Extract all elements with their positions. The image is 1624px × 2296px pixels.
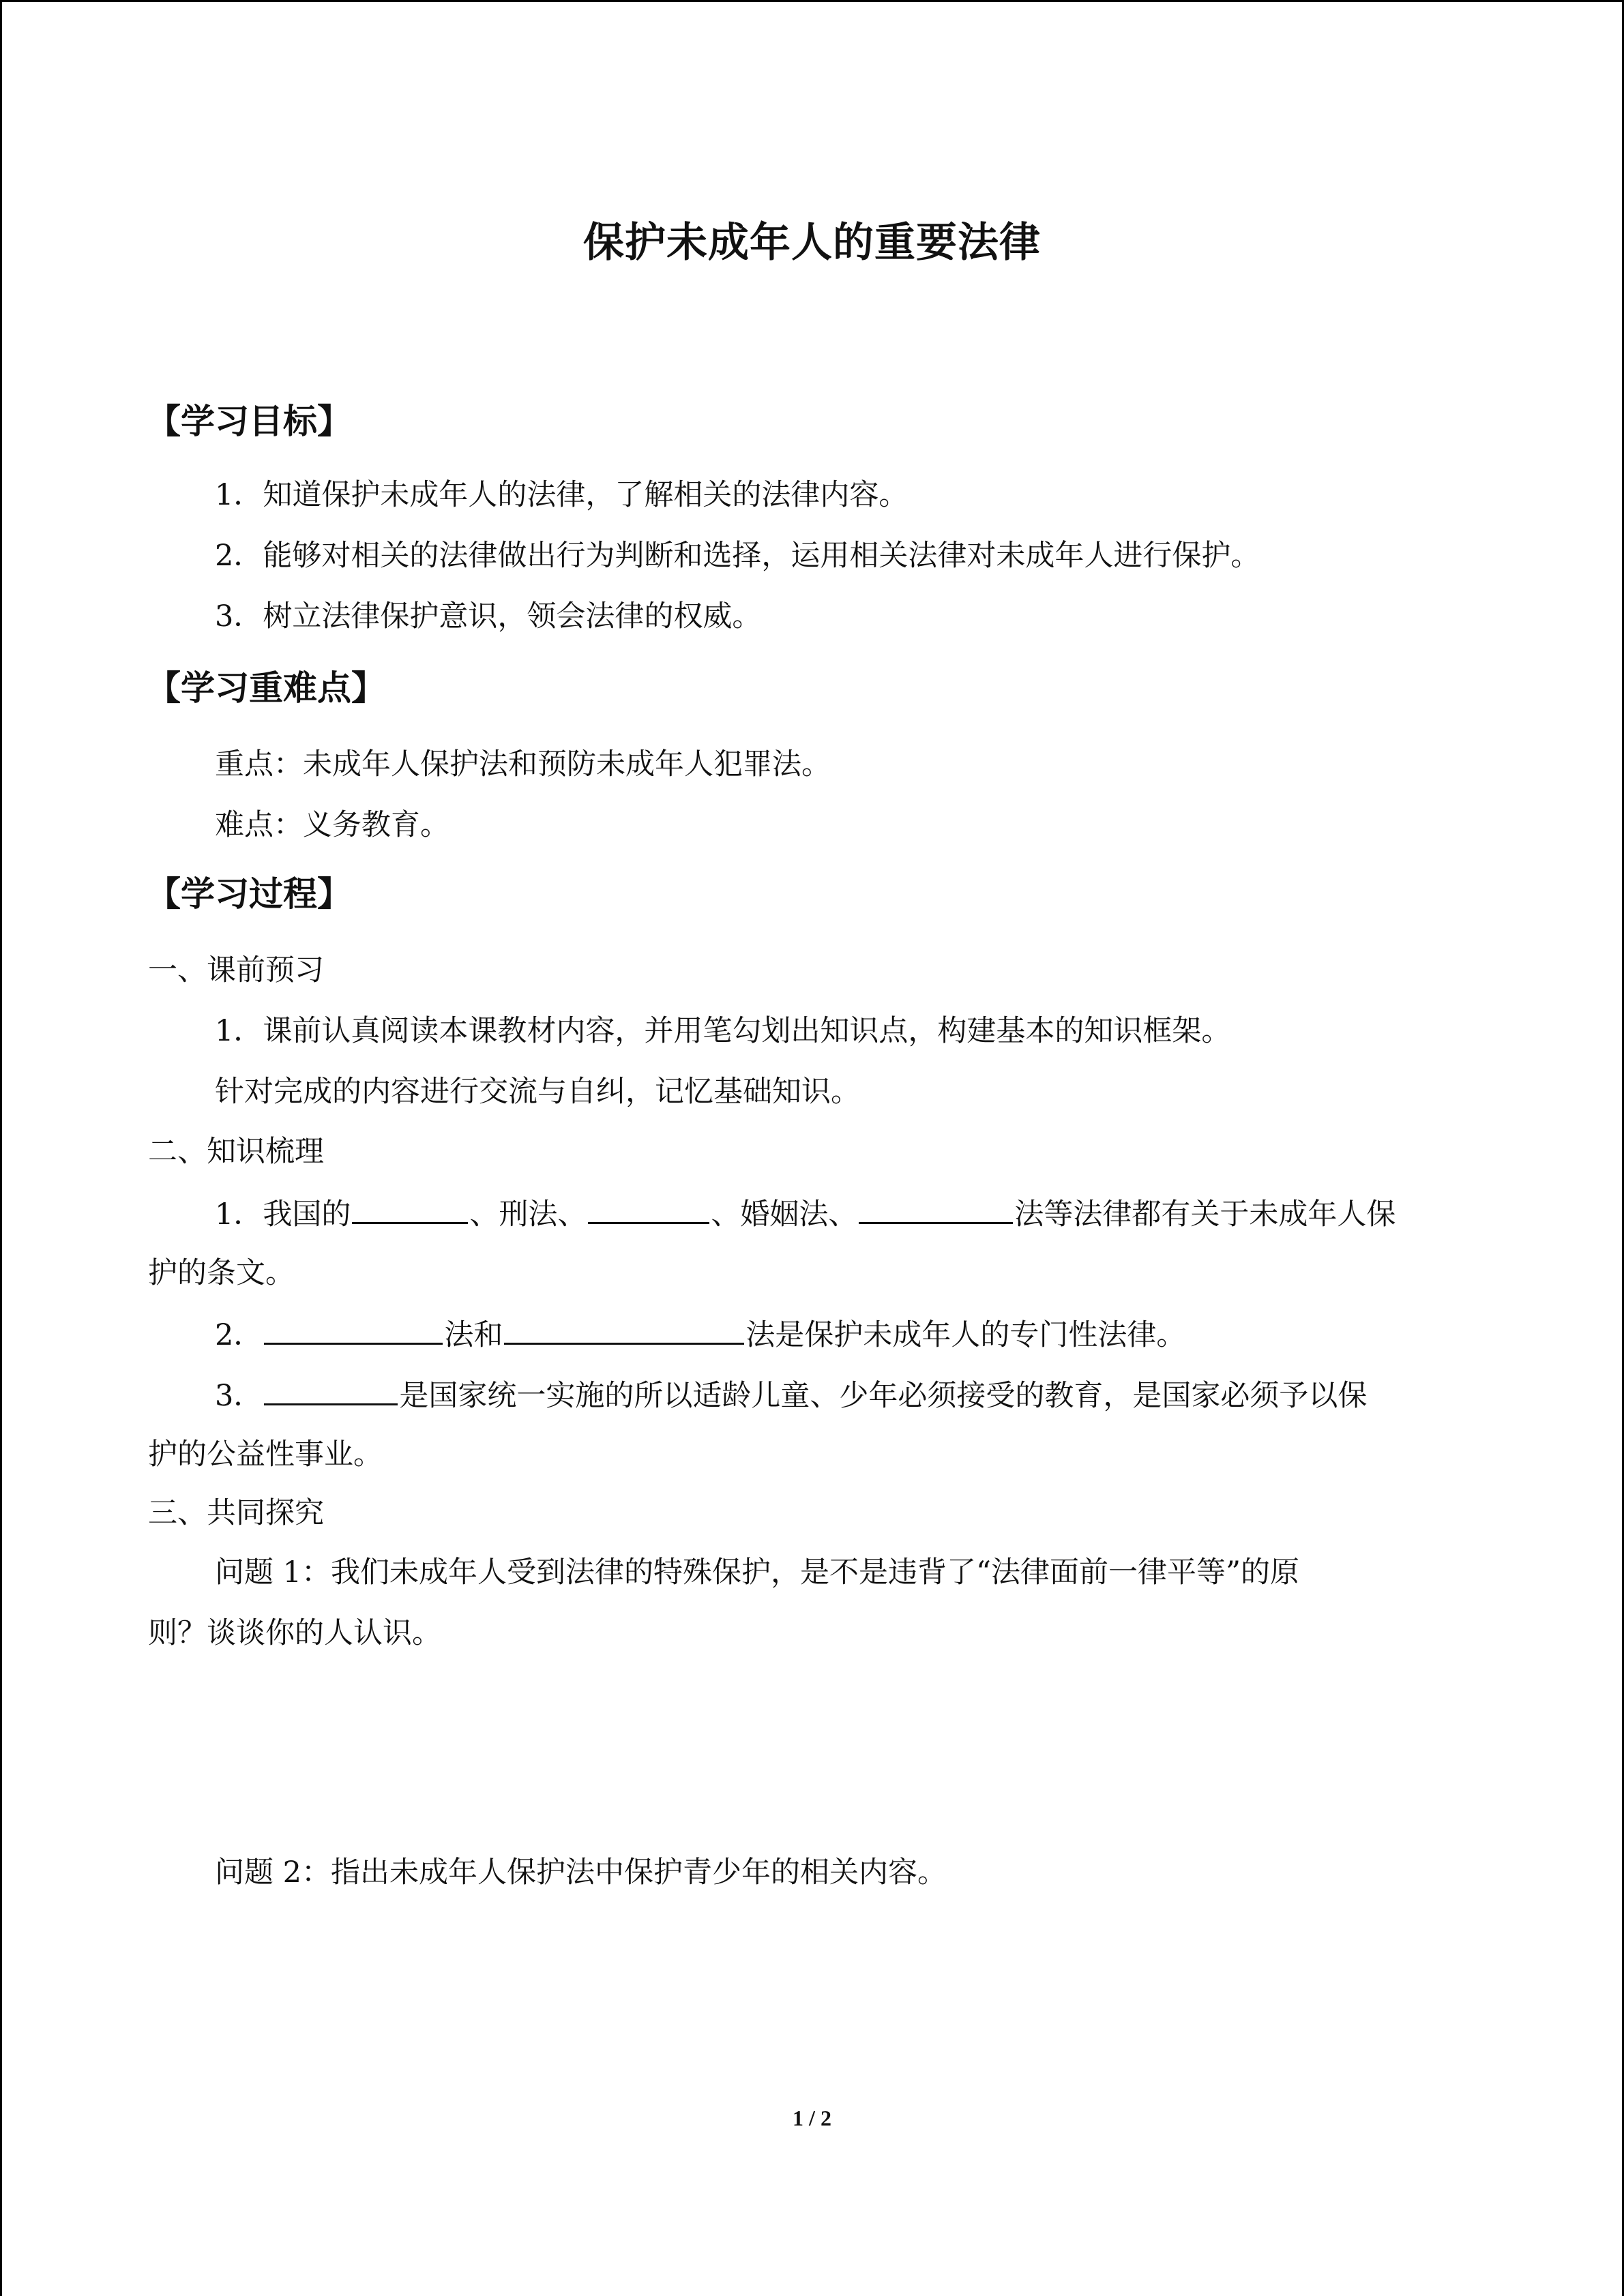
- knowledge-question-1-cont: 护的条文。: [148, 1256, 295, 1290]
- q1-text-c: 、婚姻法、: [711, 1197, 858, 1232]
- objective-item-2: 2．能够对相关的法律做出行为判断和选择，运用相关法律对未成年人进行保护。: [215, 539, 1260, 573]
- preview-line-1: 1．课前认真阅读本课教材内容，并用笔勾划出知识点，构建基本的知识框架。: [215, 1014, 1231, 1048]
- objectives-heading: 【学习目标】: [147, 402, 351, 441]
- key-point-difficult: 难点：义务教育。: [215, 808, 449, 842]
- q2-text-b: 法和: [444, 1318, 503, 1352]
- fill-blank[interactable]: [264, 1373, 398, 1405]
- key-points-heading: 【学习重难点】: [147, 668, 385, 708]
- fill-blank[interactable]: [264, 1313, 443, 1345]
- q2-text-a: 2．: [215, 1318, 263, 1352]
- knowledge-question-3: [215, 1373, 1367, 1416]
- page-title: 保护未成年人的重要法律: [583, 219, 1041, 267]
- fill-blank[interactable]: [504, 1313, 744, 1345]
- objective-item-1: 1．知道保护未成年人的法律，了解相关的法律内容。: [215, 478, 909, 512]
- q3-text-b: 是国家统一实施的所以适龄儿童、少年必须接受的教育，是国家必须予以保: [399, 1379, 1368, 1413]
- explore-question-1: 问题 1：我们未成年人受到法律的特殊保护，是不是违背了“法律面前一律平等”的原: [215, 1555, 1299, 1590]
- fill-blank[interactable]: [352, 1192, 468, 1224]
- q3-text-a: 3．: [215, 1379, 263, 1413]
- knowledge-question-3-cont: 护的公益性事业。: [148, 1437, 383, 1472]
- explore-title: 三、共同探究: [148, 1496, 324, 1530]
- fill-blank[interactable]: [859, 1192, 1013, 1224]
- q1-text-b: 、刑法、: [469, 1197, 587, 1232]
- explore-question-1-cont: 则？谈谈你的人认识。: [148, 1616, 441, 1650]
- key-point-important: 重点：未成年人保护法和预防未成年人犯罪法。: [215, 747, 831, 781]
- page-number: 1 / 2: [793, 2106, 831, 2130]
- objective-item-3: 3．树立法律保护意识，领会法律的权威。: [215, 599, 762, 633]
- explore-question-2: 问题 2：指出未成年人保护法中保护青少年的相关内容。: [215, 1855, 947, 1890]
- fill-blank[interactable]: [588, 1192, 709, 1224]
- knowledge-title: 二、知识梳理: [148, 1135, 324, 1169]
- preview-line-2: 针对完成的内容进行交流与自纠，记忆基础知识。: [215, 1075, 860, 1109]
- q2-text-c: 法是保护未成年人的专门性法律。: [745, 1318, 1186, 1352]
- q1-text-a: 1．我国的: [215, 1197, 351, 1232]
- knowledge-question-1: [215, 1192, 1396, 1235]
- process-heading: 【学习过程】: [147, 874, 351, 914]
- knowledge-question-2: [215, 1313, 1185, 1356]
- q1-text-d: 法等法律都有关于未成年人保: [1014, 1197, 1396, 1232]
- preview-title: 一、课前预习: [148, 953, 324, 987]
